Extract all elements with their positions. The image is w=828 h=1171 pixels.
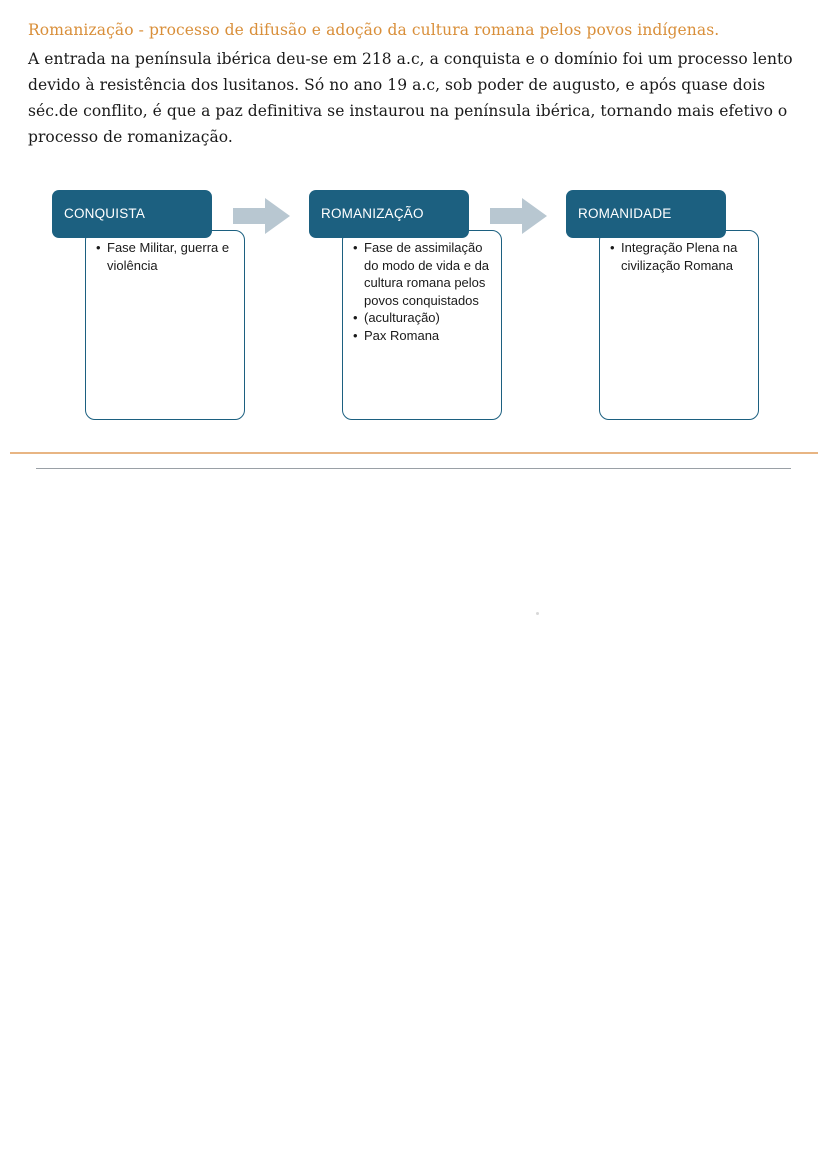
intro-paragraph: A entrada na península ibérica deu-se em 218 a.c, a conquista e o domínio foi um processo lento devido à resistência dos lusitanos. Só no ano 19 a.c, sob poder de augusto, e após quase dois séc.de conflito, é que a paz definitiva se instaurou na península ibérica, tornando mais efetivo o processo de romanização. [28,50,793,146]
stage-header-romanidade: ROMANIDADE [566,190,726,238]
stage-bullet-list-romanizacao [353,239,493,344]
stage-header-conquista: CONQUISTA [52,190,212,238]
stage-body-romanizacao [342,230,502,420]
divider-orange [10,452,818,454]
divider-grey [36,468,791,469]
stage-header-romanizacao: ROMANIZAÇÃO [309,190,469,238]
list-item: • Integração Plena na civilização Romana [610,239,750,274]
arrow-right-icon [233,198,291,234]
list-item: • Pax Romana [353,327,493,345]
stage-body-conquista [85,230,245,420]
text-block [28,16,798,150]
stage-bullet-list-conquista [96,239,236,274]
process-diagram [0,190,828,440]
arrow-right-icon [490,198,548,234]
page-title: Romanização - processo de difusão e adoção da cultura romana pelos povos indígenas. [28,21,720,39]
list-item: • (aculturação) [353,309,493,327]
list-item: • Fase Militar, guerra e violência [96,239,236,274]
page-artifact-dot [536,612,539,615]
stage-bullet-list-romanidade [610,239,750,274]
list-item: • Fase de assimilação do modo de vida e da cultura romana pelos povos conquistados [353,239,493,309]
stage-body-romanidade [599,230,759,420]
